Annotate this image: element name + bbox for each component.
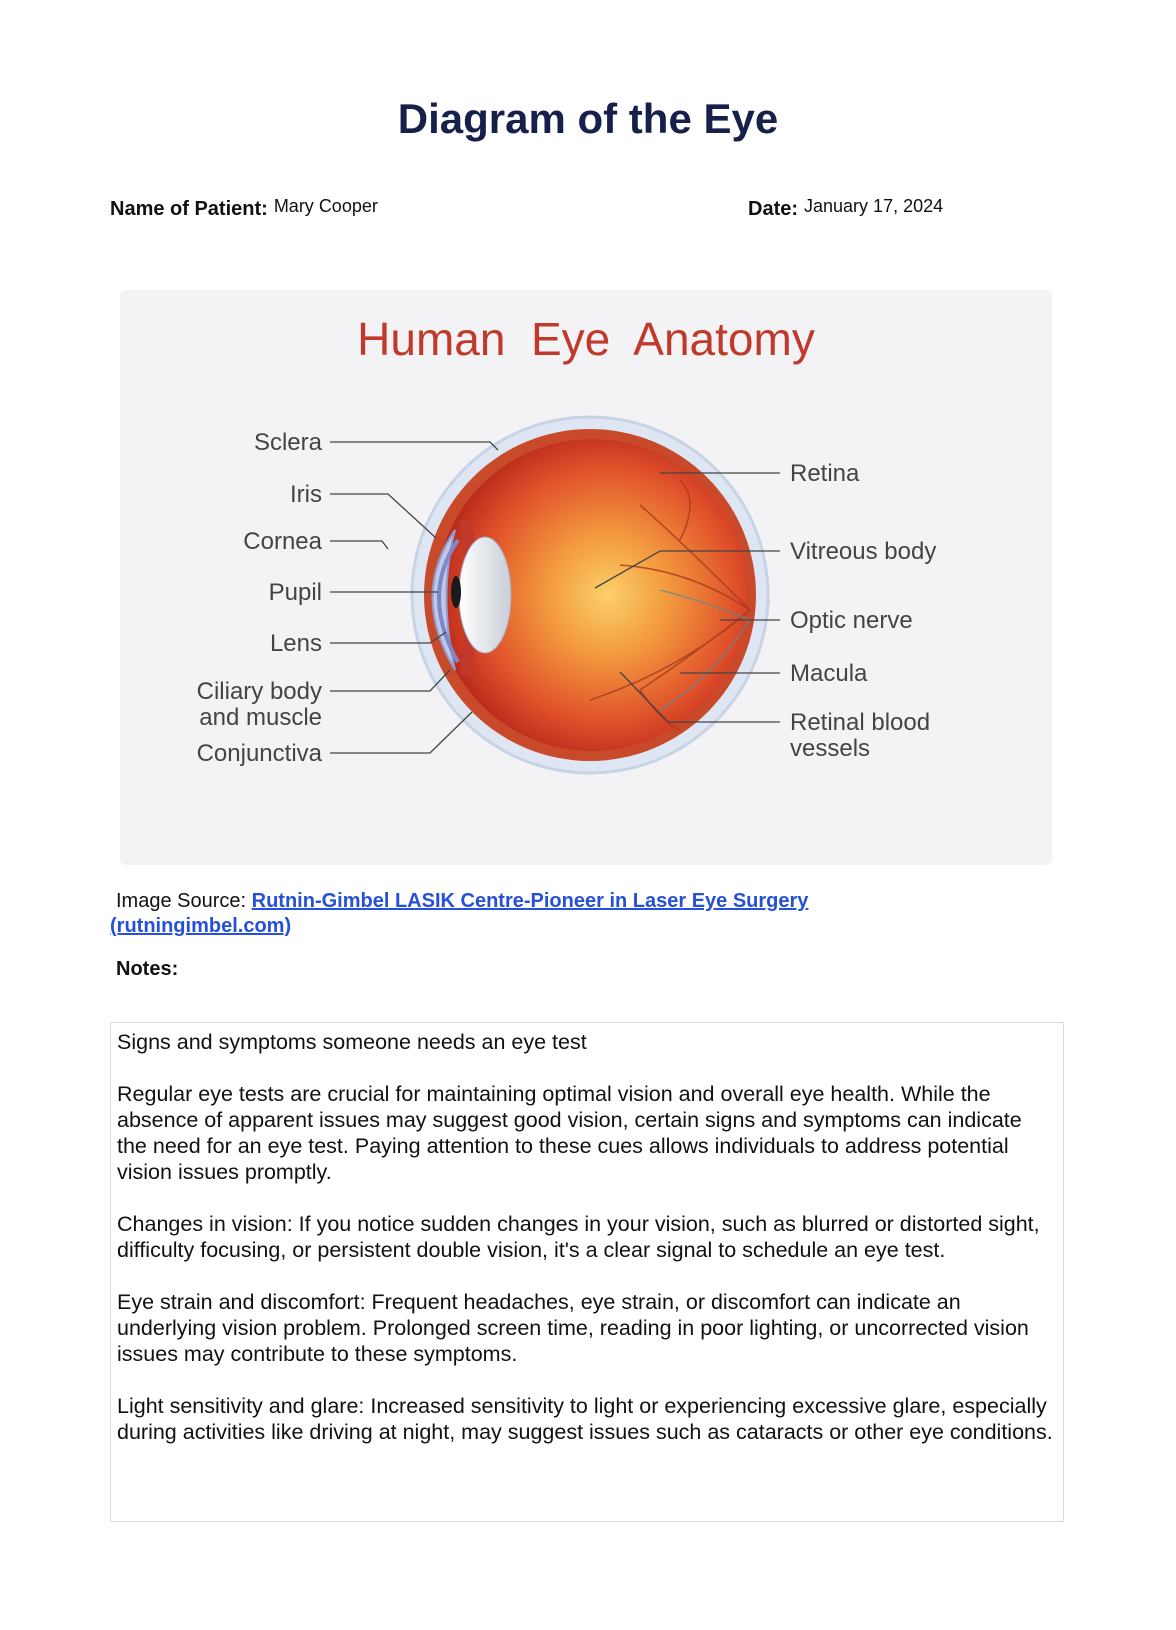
lens-shape <box>459 537 511 653</box>
image-source <box>110 889 930 939</box>
date-value[interactable]: January 17, 2024 <box>804 196 944 216</box>
image-source-link[interactable]: Rutnin-Gimbel LASIK Centre-Pioneer in Laser Eye Surgery (rutningimbel.com) <box>110 890 809 937</box>
label-retina: Retina <box>790 460 860 487</box>
notes-paragraph: Light sensitivity and glare: Increased sensitivity to light or experiencing excessive glare, especially during activities like driving at night, may suggest issues such as cataracts or other eye conditions. <box>117 1394 1053 1444</box>
label-sclera: Sclera <box>253 429 322 456</box>
notes-paragraph: Signs and symptoms someone needs an eye test <box>117 1030 587 1054</box>
label-and-muscle: and muscle <box>199 704 322 731</box>
label-lens: Lens <box>269 630 322 657</box>
label-conjunctiva: Conjunctiva <box>196 740 322 767</box>
notes-paragraph: Regular eye tests are crucial for maintaining optimal vision and overall eye health. While the absence of apparent issues may suggest good vision, certain signs and symptoms can indicate the need for an eye test. Paying attention to these cues allows individuals to address potential vision issues promptly. <box>117 1082 1022 1184</box>
date-field <box>748 198 943 221</box>
notes-textbox[interactable] <box>110 1022 1064 1522</box>
label-cornea: Cornea <box>243 528 322 555</box>
notes-label: Notes: <box>116 958 179 980</box>
notes-paragraph: Changes in vision: If you notice sudden changes in your vision, such as blurred or distorted sight, difficulty focusing, or persistent double vision, it's a clear signal to schedule an eye test. <box>117 1212 1040 1262</box>
pupil-shape <box>451 576 461 608</box>
eye-anatomy-figure <box>120 290 1052 865</box>
label-vessels: vessels <box>790 735 871 762</box>
patient-label: Name of Patient: <box>110 198 268 220</box>
patient-field <box>110 198 378 221</box>
notes-paragraph: Eye strain and discomfort: Frequent headaches, eye strain, or discomfort can indicate an underlying vision problem. Prolonged screen time, reading in poor lighting, or uncorrected vision issues may contribute to these symptoms. <box>117 1290 1029 1366</box>
label-vitreous-body: Vitreous body <box>790 538 937 565</box>
label-retinal-blood: Retinal blood <box>790 709 931 736</box>
label-macula: Macula <box>790 660 868 687</box>
eye-anatomy-illustration <box>120 290 1052 865</box>
figure-title: Human Eye Anatomy <box>357 313 815 365</box>
label-pupil: Pupil <box>268 579 322 606</box>
date-label: Date: <box>748 198 799 220</box>
patient-value[interactable]: Mary Cooper <box>273 196 378 216</box>
label-optic-nerve: Optic nerve <box>790 607 913 634</box>
label-ciliary-body: Ciliary body <box>196 678 322 705</box>
image-source-label: Image Source: <box>116 890 247 912</box>
label-iris: Iris <box>290 481 322 508</box>
page-title: Diagram of the Eye <box>397 95 779 142</box>
